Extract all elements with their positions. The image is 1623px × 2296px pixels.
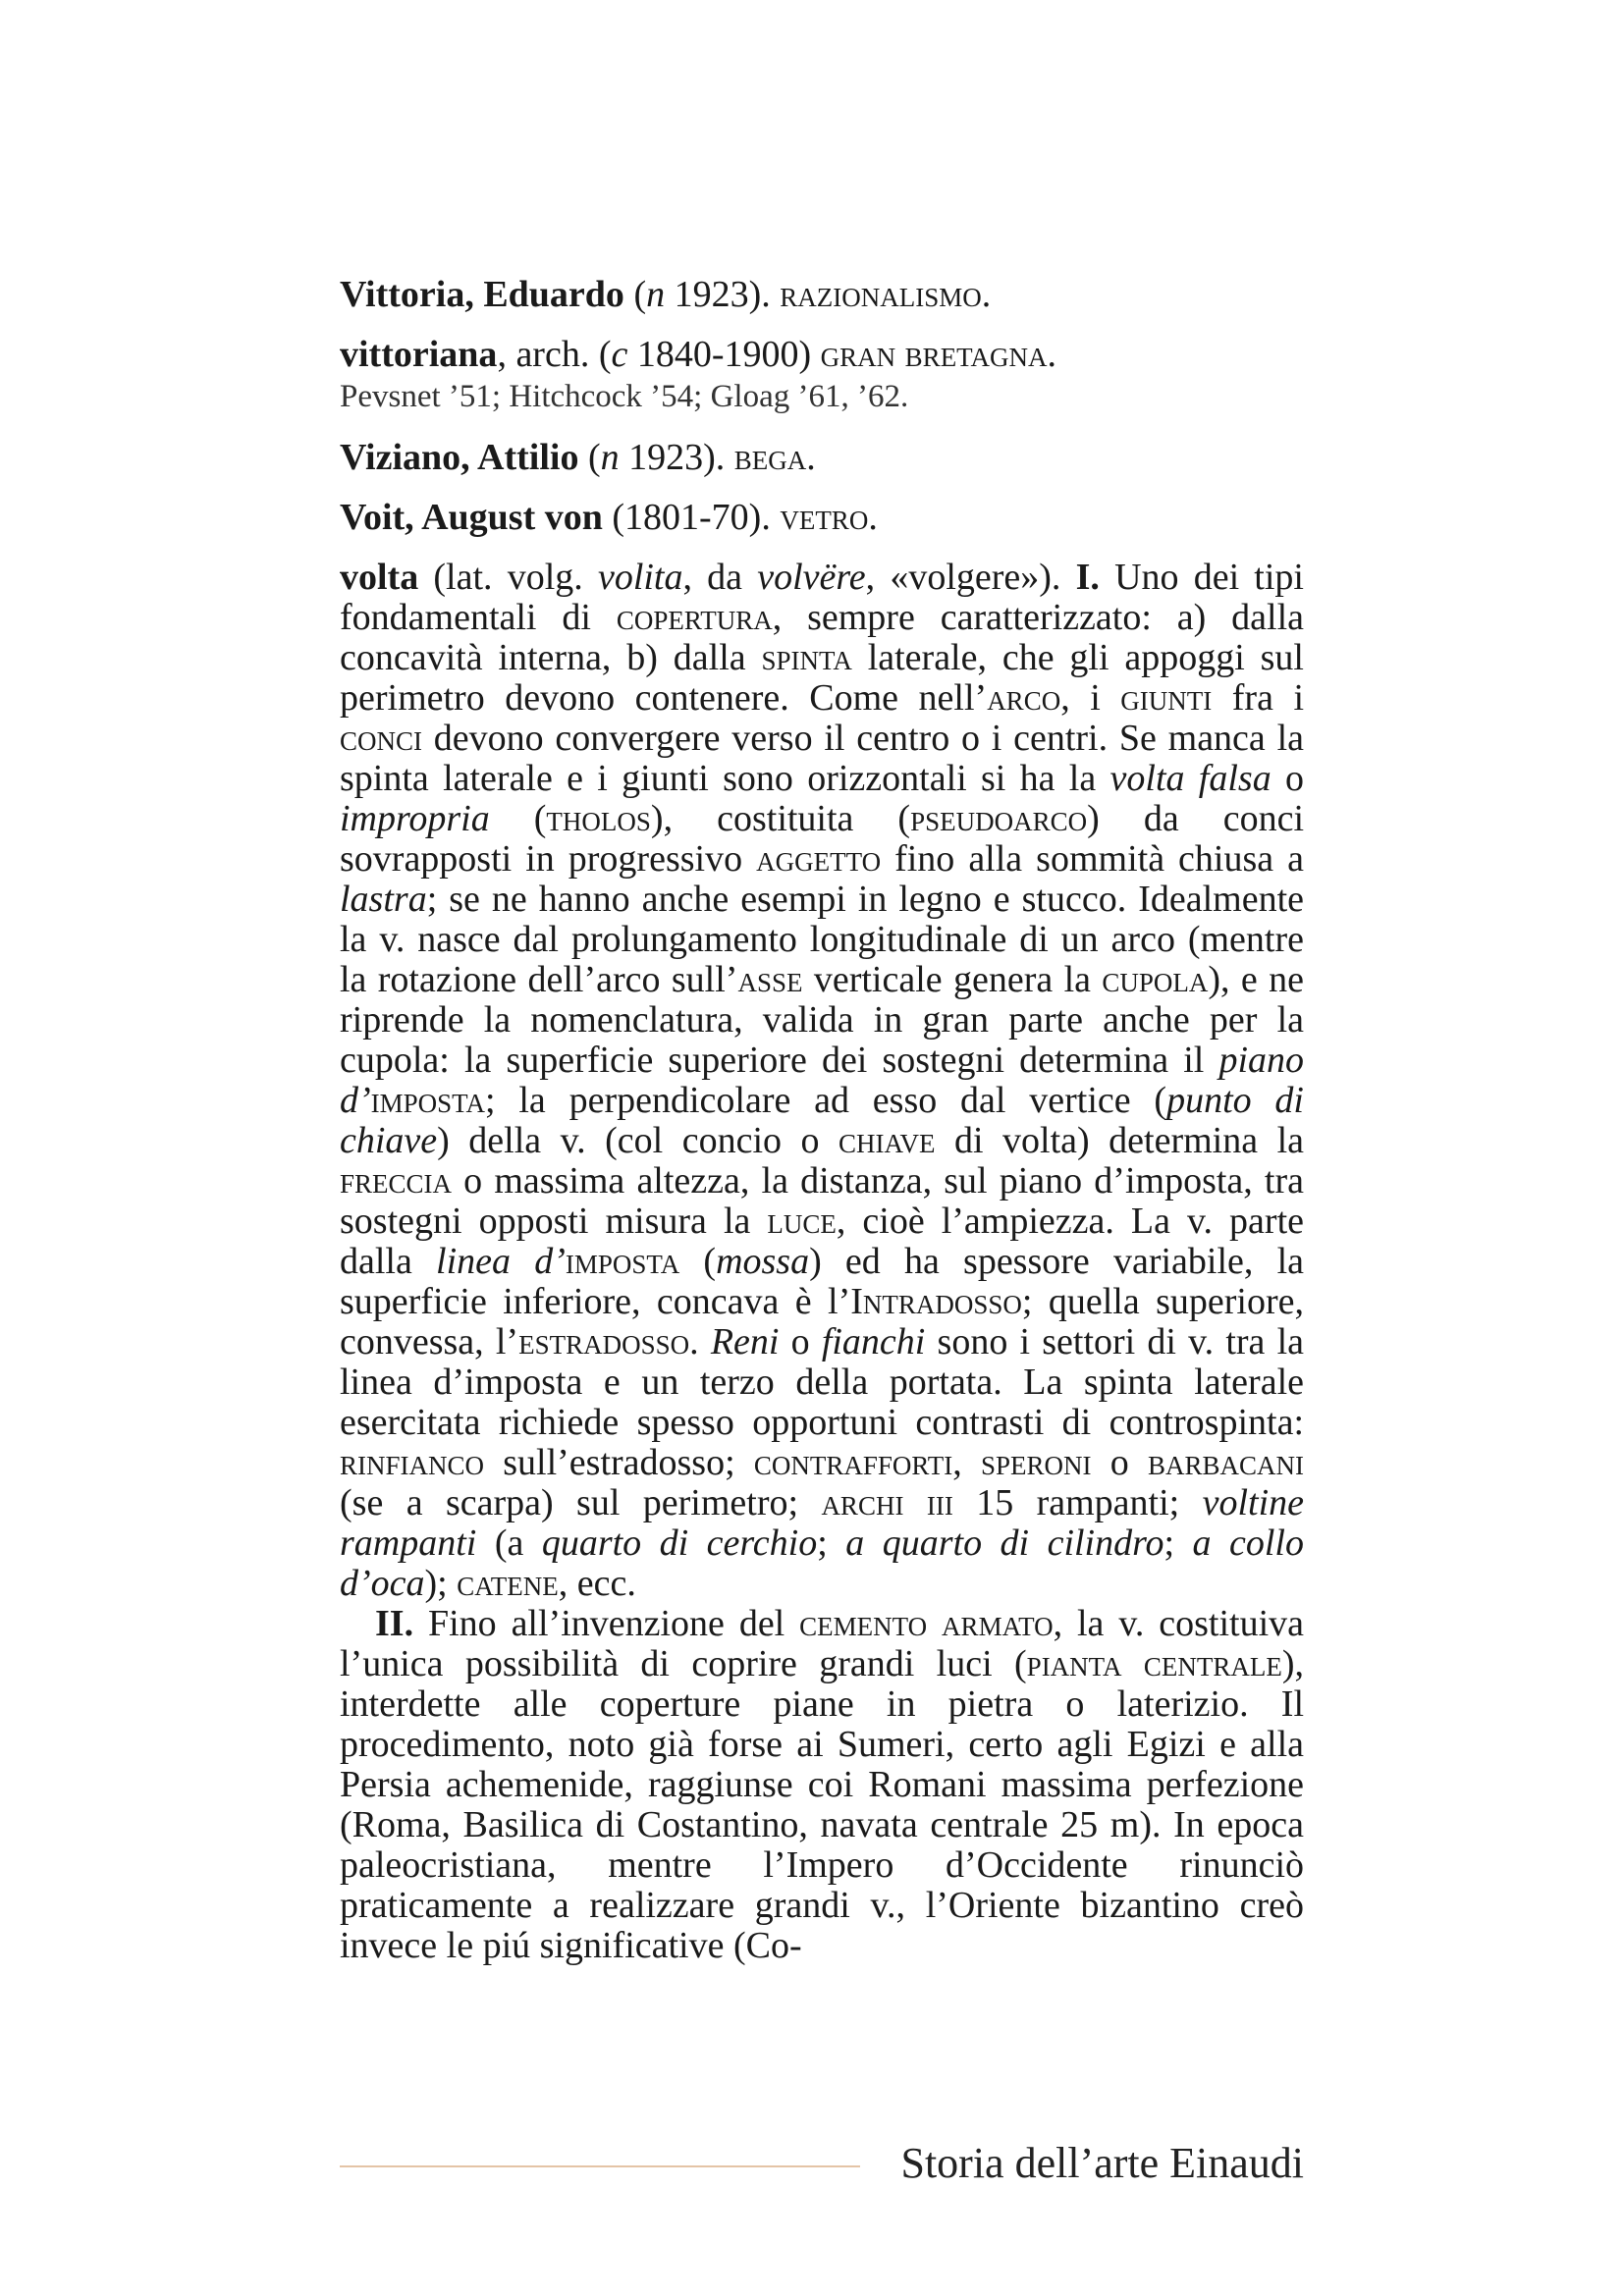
body-text: laterale, che gli appoggi sul perimetro devono contenere. Come nell’	[340, 637, 1304, 719]
body-text: verticale genera la	[802, 959, 1103, 1000]
cross-reference: catene	[457, 1563, 559, 1604]
bold-text: volta	[340, 557, 419, 598]
italic-text: impropria	[340, 798, 490, 839]
cross-reference: luce	[767, 1201, 837, 1242]
body-text: (lat. volg.	[418, 557, 598, 598]
entry-voit-august-von: Voit, August von (1801-70). vetro.	[340, 497, 878, 538]
italic-text: punto di chiave	[340, 1080, 1304, 1161]
body-text: ), interdette alle coperture piane in pietra o laterizio. Il procedimento, noto già forse ai Sumeri, certo agli Egizi e alla Persia achemenide, raggiunse coi Romani massima perfezione (Roma, Basilica di Costantino, navata centrale 25 m). In epoca paleocristiana, mentre l’Impero d’Occidente rinunciò praticamente a realizzare grandi v., l’Oriente bizantino creò invece le piú significative (Co-	[340, 1643, 1304, 1966]
body-text: Uno dei tipi fondamentali di	[340, 557, 1304, 638]
bold-text: II.	[375, 1603, 414, 1644]
cross-reference: aggetto	[756, 838, 882, 880]
body-text: , ecc.	[558, 1563, 636, 1604]
italic-text: Reni	[710, 1321, 780, 1362]
body-text: ) della v. (col concio o	[437, 1120, 839, 1161]
entry-head: Vittoria, Eduardo	[340, 274, 624, 315]
cross-reference: contrafforti	[753, 1442, 953, 1483]
cross-reference: conci	[340, 718, 423, 759]
cross-reference: arco	[987, 677, 1061, 719]
cross-reference: archi iii	[821, 1482, 953, 1523]
italic-text: piano d’	[340, 1040, 1304, 1121]
body-text: o massima altezza, la distanza, sul piano d’imposta, tra sostegni opposti misura la	[340, 1160, 1304, 1242]
body-text: , «volgere»).	[865, 557, 1076, 598]
body-text: , i	[1060, 677, 1121, 719]
body-text: , la v. costituiva l’unica possibilità di coprire grandi luci (	[340, 1603, 1305, 1684]
cross-reference: cemento armato	[799, 1603, 1054, 1644]
body-text: );	[424, 1563, 458, 1604]
cross-reference: cupola	[1102, 959, 1209, 1000]
cross-reference: giunti	[1120, 677, 1213, 719]
cross-reference: gran bretagna	[820, 334, 1048, 375]
body-text: ,	[952, 1442, 982, 1483]
cross-reference: imposta	[370, 1080, 486, 1121]
body-text: sono i settori di v. tra la linea d’imposta e un terzo della portata. La spinta laterale esercitata richiede spesso opportuni contrasti di controspinta:	[340, 1321, 1305, 1443]
body-text: ) da conci sovrapposti in progressivo	[340, 798, 1305, 880]
body-text: o	[1091, 1442, 1148, 1483]
cross-reference: vetro	[780, 497, 869, 538]
cross-reference: speroni	[981, 1442, 1092, 1483]
cross-reference: asse	[737, 959, 803, 1000]
italic-text: lastra	[340, 879, 427, 920]
cross-reference: barbacani	[1147, 1442, 1305, 1483]
body-text: (	[679, 1241, 717, 1282]
body-text: di volta) determina la	[935, 1120, 1304, 1161]
body-text: fra i	[1212, 677, 1305, 719]
cross-reference: bega	[733, 437, 807, 478]
body-text: (a	[476, 1522, 542, 1564]
italic-text: volvëre	[757, 557, 866, 598]
body-text: devono convergere verso il centro o i centri. Se manca la spinta laterale e i giunti sono orizzontali si ha la	[340, 718, 1304, 799]
bold-text: I.	[1075, 557, 1100, 598]
entry-volta	[340, 558, 1304, 1966]
cross-reference: rinfianco	[340, 1442, 485, 1483]
italic-text: a collo d’oca	[340, 1522, 1304, 1604]
body-text: ; quella superiore, convessa, l’	[340, 1281, 1304, 1362]
entry-head: Viziano, Attilio	[340, 437, 579, 478]
cross-reference: estradosso	[518, 1321, 690, 1362]
body-text: ) ed ha spessore variabile, la superficie inferiore, concava è l’I	[340, 1241, 1304, 1322]
body-text: Fino all’invenzione del	[413, 1603, 800, 1644]
italic-text: volta falsa	[1109, 758, 1271, 799]
italic-text: volita	[597, 557, 683, 598]
body-text: , sempre caratterizzato: a) dalla concavità interna, b) dalla	[340, 597, 1305, 678]
italic-text: quarto di cerchio	[541, 1522, 818, 1564]
page-footer	[340, 2130, 1304, 2189]
volta-paragraph-2	[340, 1604, 1304, 1966]
body-text: sull’estradosso;	[484, 1442, 754, 1483]
cross-reference: spinta	[761, 637, 852, 678]
cross-reference: imposta	[565, 1241, 680, 1282]
volta-paragraph-1	[340, 558, 1304, 1604]
italic-text: fianchi	[821, 1321, 926, 1362]
body-text: , cioè l’ampiezza. La v. parte dalla	[340, 1201, 1304, 1282]
cross-reference: tholos	[546, 798, 651, 839]
entry-viziano-attilio: Viziano, Attilio (n 1923). bega.	[340, 437, 816, 478]
entry-vittoriana: vittoriana, arch. (c 1840-1900) gran bretagna. Pevsnet ’51; Hitchcock ’54; Gloag ’61, ’62.	[340, 335, 1304, 418]
cross-reference: ntradosso	[862, 1281, 1022, 1322]
page-body	[340, 275, 1304, 1966]
italic-text: voltine rampanti	[340, 1482, 1304, 1564]
footer-rule	[340, 2165, 860, 2167]
entry-head: vittoriana	[340, 334, 498, 375]
cross-reference: copertura	[616, 597, 773, 638]
body-text: 15 rampanti;	[952, 1482, 1203, 1523]
publisher-label: Storia dell’arte Einaudi	[900, 2139, 1304, 2187]
body-text: ), e ne riprende la nomenclatura, valida in gran parte anche per la cupola: la superficie superiore dei sostegni determina il	[340, 959, 1305, 1081]
cross-reference: pseudoarco	[910, 798, 1088, 839]
cross-reference: razionalismo	[780, 274, 982, 315]
cross-reference: freccia	[340, 1160, 453, 1201]
body-text: (	[489, 798, 547, 839]
entry-vittoria-eduardo: Vittoria, Eduardo (n 1923). razionalismo.	[340, 274, 992, 315]
bibliography: Pevsnet ’51; Hitchcock ’54; Gloag ’61, ’62.	[340, 379, 909, 414]
body-text: ;	[1163, 1522, 1193, 1564]
italic-text: mossa	[716, 1241, 810, 1282]
body-text: o	[1271, 758, 1304, 799]
italic-text: linea d’	[436, 1241, 566, 1282]
body-text: .	[689, 1321, 711, 1362]
body-text: o	[779, 1321, 822, 1362]
italic-text: a quarto di cilindro	[845, 1522, 1164, 1564]
body-text: ), costituita (	[650, 798, 911, 839]
body-text: , da	[682, 557, 758, 598]
cross-reference: chiave	[838, 1120, 936, 1161]
body-text: ; la perpendicolare ad esso dal vertice (	[485, 1080, 1167, 1121]
entry-head: Voit, August von	[340, 497, 603, 538]
body-text: ; se ne hanno anche esempi in legno e stucco. Idealmente la v. nasce dal prolungamento longitudinale di un arco (mentre la rotazione dell’arco sull’	[340, 879, 1304, 1000]
cross-reference: pianta centrale	[1026, 1643, 1282, 1684]
body-text: (se a scarpa) sul perimetro;	[340, 1482, 822, 1523]
body-text: fino alla sommità chiusa a	[881, 838, 1305, 880]
body-text: ;	[817, 1522, 846, 1564]
